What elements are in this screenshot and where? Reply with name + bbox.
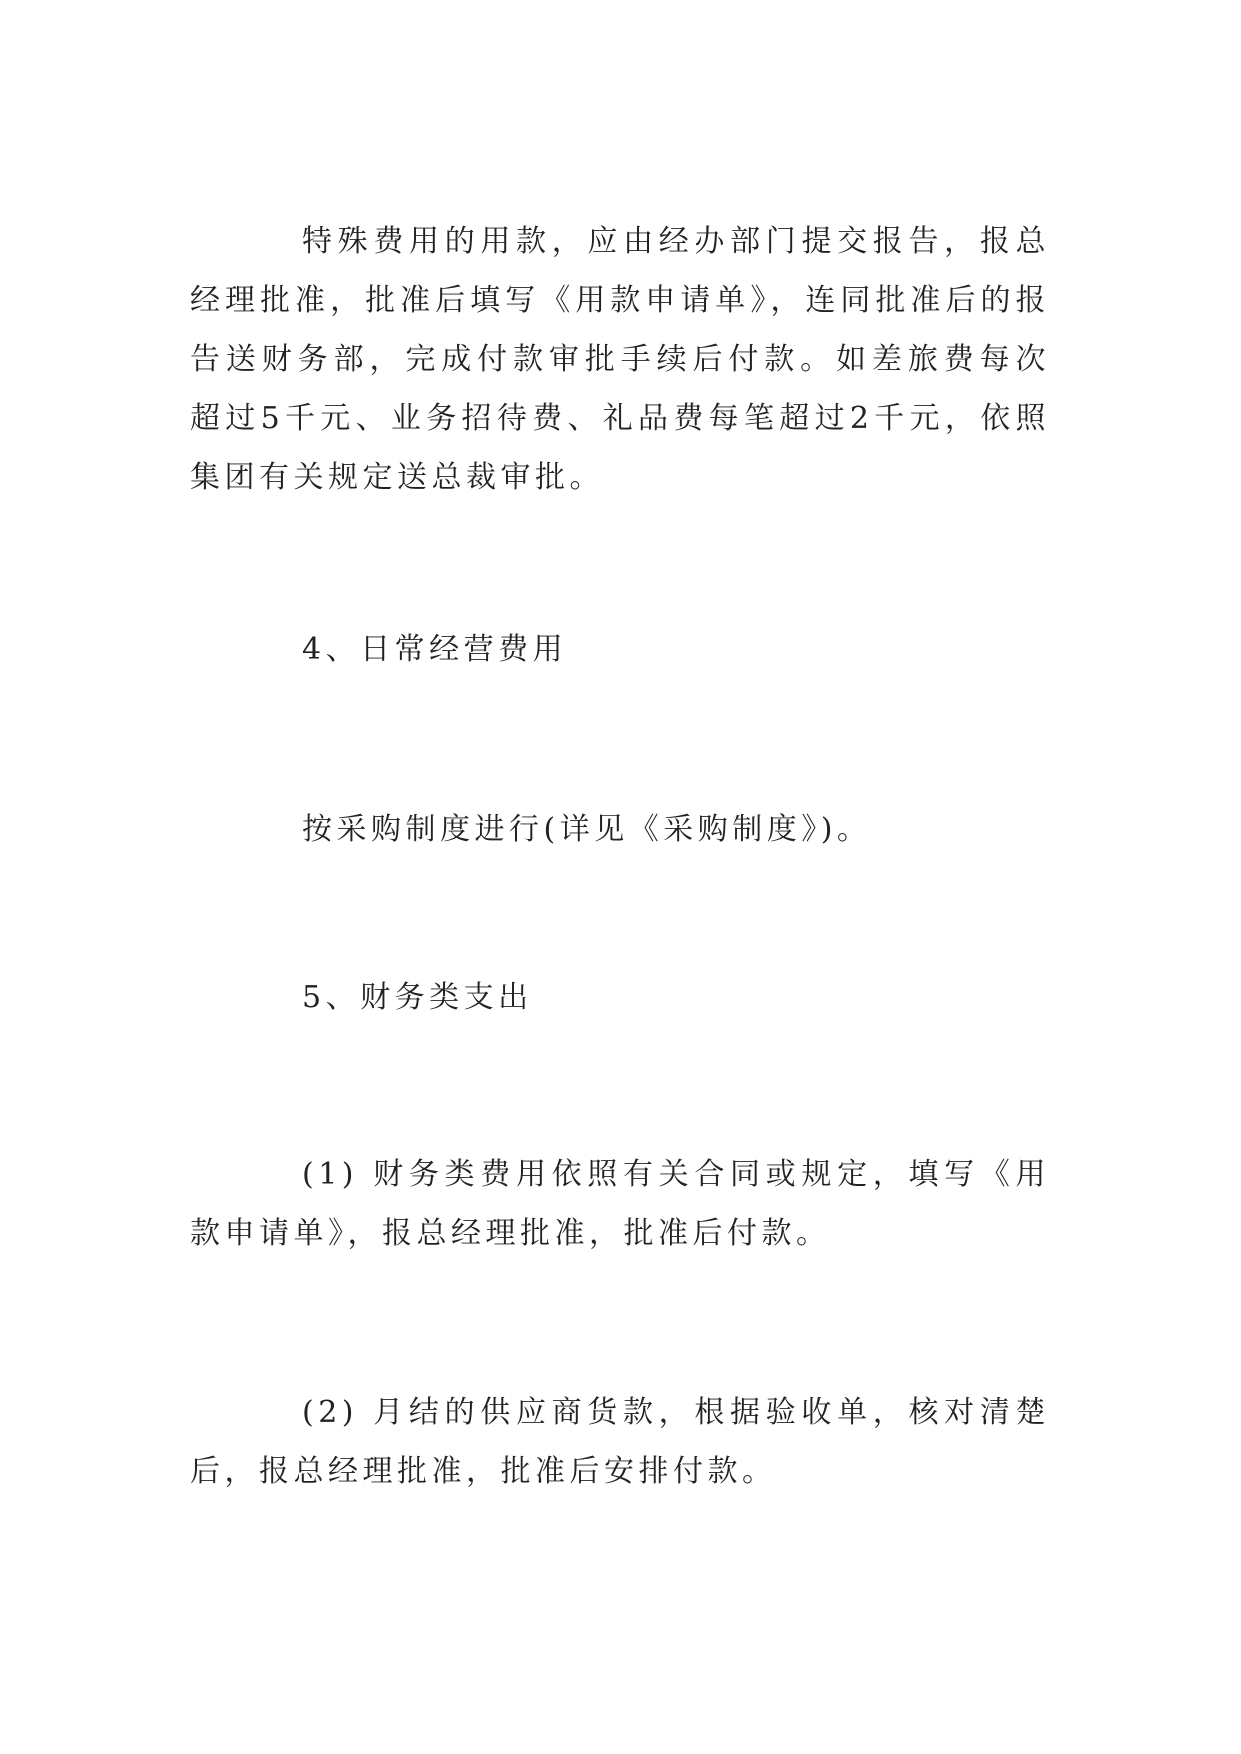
section-heading-financial-expenditure: 5、财务类支出 xyxy=(302,980,533,1015)
section-heading-daily-operating-expenses: 4、日常经营费用 xyxy=(302,632,568,667)
paragraph-procurement-rule: 按采购制度进行(详见《采购制度》)。 xyxy=(302,812,872,847)
paragraph-item-2: (2) 月结的供应商货款，根据验收单，核对清楚后，报总经理批准，批准后安排付款。 xyxy=(190,1395,1050,1489)
paragraph-special-expenses: 特殊费用的用款，应由经办部门提交报告，报总经理批准，批准后填写《用款申请单》，连同批准后的报告送财务部，完成付款审批手续后付款。如差旅费每次超过5千元、业务招待费、礼品费每笔超过2千元，依照集团有关规定送总裁审批。 xyxy=(190,224,1050,495)
paragraph-item-1: (1) 财务类费用依照有关合同或规定，填写《用款申请单》，报总经理批准，批准后付款。 xyxy=(190,1157,1050,1251)
